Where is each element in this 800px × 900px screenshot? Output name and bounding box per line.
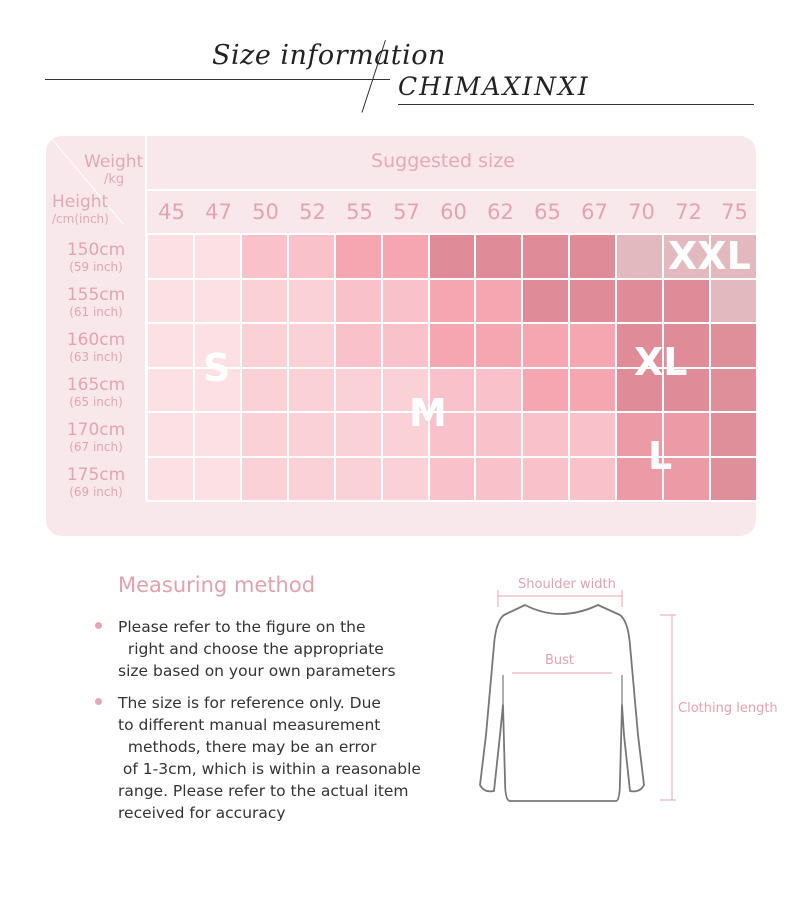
bullet-dot [95,698,102,705]
height-cm: 170cm [66,420,126,440]
weight-label: Weight [84,152,144,172]
bullet-dot [95,622,102,629]
height-unit: /cm(inch) [52,212,109,226]
header-subtitle: CHIMAXINXI [398,72,590,101]
header-underline-right [398,104,754,105]
size-cell [193,278,242,325]
size-cell [568,456,617,503]
size-cell [287,367,336,414]
measuring-method-title: Measuring method [118,573,316,597]
size-label-l: L [648,434,673,478]
bust-label: Bust [545,653,575,668]
size-cell [334,233,383,280]
height-inch: (63 inch) [69,350,123,364]
weight-cell: 52 [299,200,326,224]
size-cell [146,367,195,414]
size-cell [334,456,383,503]
size-cell [240,367,289,414]
size-cell [428,233,477,280]
size-cell [287,411,336,458]
height-inch: (67 inch) [69,440,123,454]
height-row-label [48,465,144,499]
size-cell [193,456,242,503]
size-cell [240,322,289,369]
size-cell [474,322,523,369]
size-cell [521,322,570,369]
measuring-paragraph-1: Please refer to the figure on the right and choose the appropriate size based on your own parameters [118,618,396,680]
clothing-length-label: Clothing length [678,701,778,716]
height-row-label [48,285,144,319]
height-cm: 150cm [66,240,126,260]
height-inch: (69 inch) [69,485,123,499]
size-cell [381,233,430,280]
size-cell [521,411,570,458]
weight-cell: 45 [158,200,185,224]
size-cell [193,411,242,458]
size-cell [709,367,758,414]
height-cm: 165cm [66,375,126,395]
height-row-label [48,240,144,274]
size-cell [381,322,430,369]
size-cell [381,278,430,325]
weight-cell: 65 [534,200,561,224]
size-cell [381,456,430,503]
height-row-label [48,420,144,454]
weight-unit: /kg [104,172,125,187]
long-sleeve-shirt-icon [450,585,790,810]
size-cell [568,322,617,369]
size-cell [474,233,523,280]
height-inch: (59 inch) [69,260,123,274]
size-cell [334,367,383,414]
size-cell [334,411,383,458]
weight-cell: 62 [487,200,514,224]
size-cell [615,278,664,325]
weight-cell: 75 [721,200,748,224]
size-cell [474,278,523,325]
height-cm: 160cm [66,330,126,350]
height-cm: 155cm [66,285,126,305]
weight-cell: 50 [252,200,279,224]
size-cell [521,233,570,280]
size-cell [240,233,289,280]
weight-cell: 55 [346,200,373,224]
size-cell [428,456,477,503]
size-cell [240,456,289,503]
size-label-s: S [203,346,231,390]
weight-cell: 70 [628,200,655,224]
size-cell [193,233,242,280]
height-cm: 175cm [66,465,126,485]
measuring-paragraph-2: The size is for reference only. Due to different manual measurement methods, there may be an error of 1-3cm, which is within a reasonable range. Please refer to the actual item received for accuracy [118,694,421,822]
size-cell [568,278,617,325]
height-row-label [48,375,144,409]
size-cell [334,278,383,325]
height-row-label [48,330,144,364]
size-cell [474,411,523,458]
height-inch: (61 inch) [69,305,123,319]
header-underline-left [45,79,390,80]
size-cell [287,456,336,503]
size-label-xxl: XXL [668,234,751,278]
size-cell [568,233,617,280]
weight-cell: 47 [205,200,232,224]
size-label-m: M [409,391,447,435]
size-cell [474,367,523,414]
size-cell [146,456,195,503]
size-cell [146,278,195,325]
header-title: Size information [212,40,446,71]
size-cell [568,411,617,458]
size-label-xl: XL [634,340,688,384]
size-cell [521,278,570,325]
size-cell [146,322,195,369]
size-cell [428,278,477,325]
suggested-size-header: Suggested size [371,150,515,172]
shoulder-width-label: Shoulder width [518,577,616,592]
size-cell [568,367,617,414]
size-cell [474,456,523,503]
size-cell [240,411,289,458]
height-label: Height [52,192,109,212]
size-cell [521,456,570,503]
size-cell [334,322,383,369]
size-cell [146,233,195,280]
size-cell [615,233,664,280]
weight-cell: 60 [440,200,467,224]
size-cell [709,322,758,369]
weight-cell: 72 [675,200,702,224]
size-cell [146,411,195,458]
size-cell [521,367,570,414]
size-cell [662,278,711,325]
size-cell [428,322,477,369]
size-cell [709,411,758,458]
size-cell [709,278,758,325]
size-cell [287,233,336,280]
height-inch: (65 inch) [69,395,123,409]
size-cell [287,278,336,325]
size-cell [709,456,758,503]
weight-cell: 57 [393,200,420,224]
size-cell [240,278,289,325]
weight-cell: 67 [581,200,608,224]
size-cell [287,322,336,369]
